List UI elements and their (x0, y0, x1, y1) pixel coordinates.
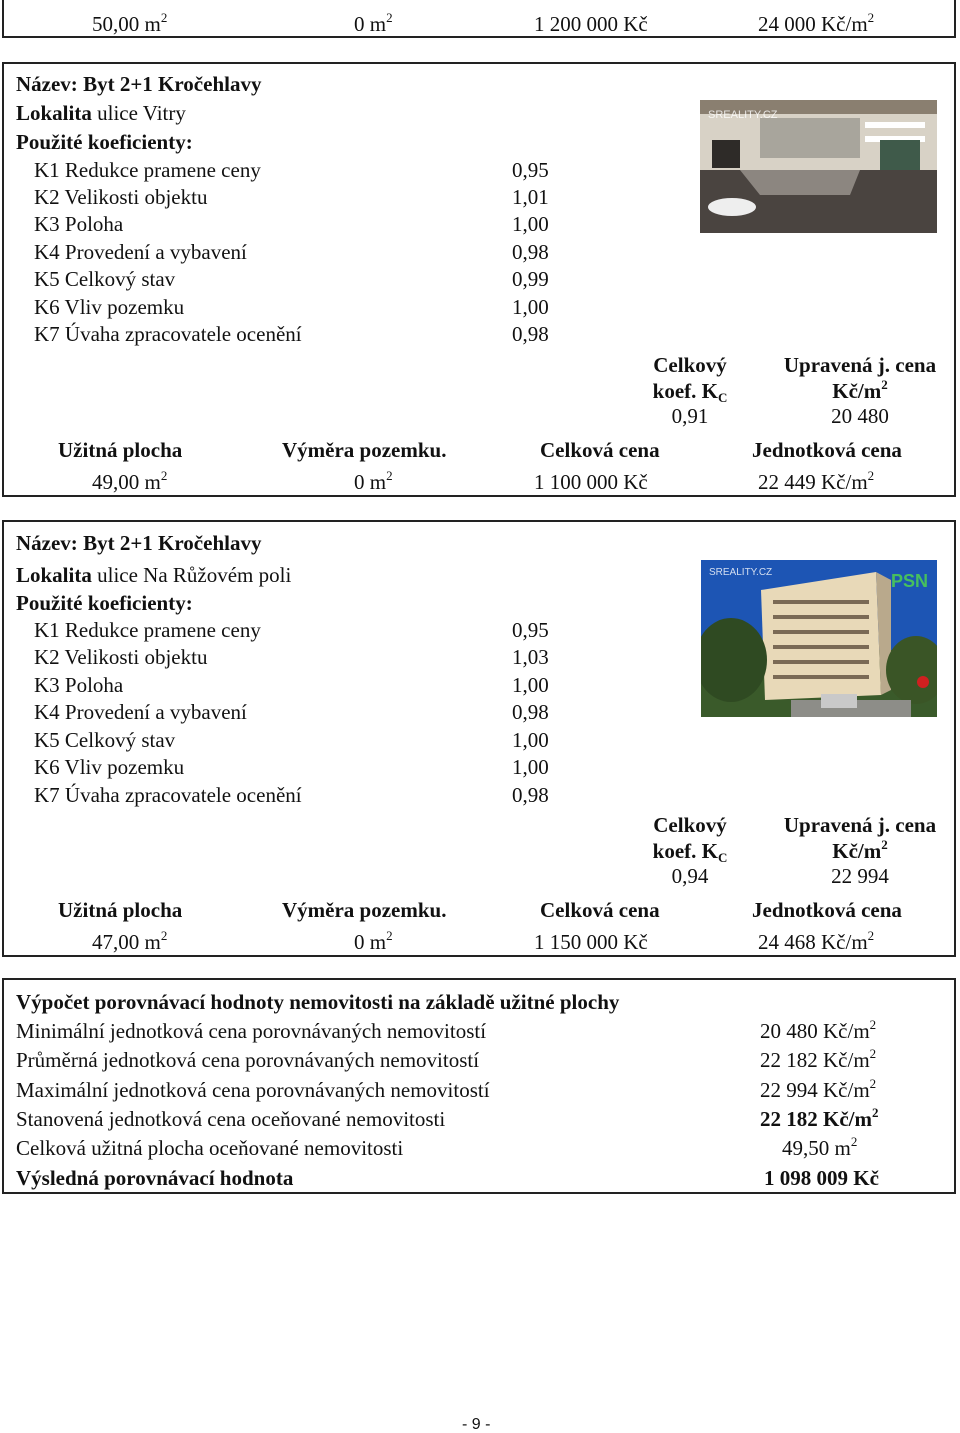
coef-value: 0,95 (512, 618, 549, 642)
block1-name: Název: Byt 2+1 Kročehlavy (16, 72, 262, 96)
summary-row-label: Maximální jednotková cena porovnávaných nemovitostí (16, 1078, 490, 1102)
block1-area: 49,00 $m^2$ (92, 468, 168, 494)
block2-header-unit: Jednotková cena (752, 898, 902, 922)
photo-watermark: SREALITY.CZ (708, 109, 778, 121)
block1-header-land: Výměra pozemku. (282, 438, 447, 462)
block2-price: 1 150 000 Kč (534, 930, 648, 954)
coef-label: K1 Redukce pramene ceny (34, 618, 261, 642)
photo-brand-logo: PSN (891, 571, 929, 591)
block1-photo (700, 100, 937, 233)
coef-label: K2 Velikosti objektu (34, 185, 208, 209)
block1-location: Lokalita ulice Vitry (16, 101, 186, 125)
coef-value: 1,03 (512, 645, 549, 669)
block1-adjusted-price-label: Upravená j. cena $Kč/m^2$ (783, 353, 937, 403)
block2-adjusted-price-value: 22 994 (831, 864, 889, 888)
block1-total-coef-label: Celkový koef. $K_C$ (652, 353, 728, 405)
summary-row-label: Minimální jednotková cena porovnávaných nemovitostí (16, 1019, 487, 1043)
summary-row-value: 22 182 $Kč/m^2$ (760, 1105, 879, 1131)
coef-value: 1,00 (512, 295, 549, 319)
block2-area: 47,00 $m^2$ (92, 928, 168, 954)
coef-value: 0,99 (512, 267, 549, 291)
coef-label: K6 Vliv pozemku (34, 755, 185, 779)
page-number: - 9 - (462, 1416, 491, 1433)
summary-row-label: Celková užitná plocha oceňované nemovitosti (16, 1136, 404, 1160)
block2-photo (701, 560, 937, 717)
coef-label: K4 Provedení a vybavení (34, 240, 247, 264)
coef-value: 0,98 (512, 322, 549, 346)
coef-value: 1,00 (512, 673, 549, 697)
block1-header-area: Užitná plocha (58, 438, 183, 462)
block1-coef-title: Použité koeficienty: (16, 130, 193, 154)
block2-unit-price: 24 468 $Kč/m^2$ (758, 928, 875, 954)
coef-label: K3 Poloha (34, 212, 124, 236)
summary-row-value: 49,50 $m^2$ (782, 1134, 858, 1160)
block2-header-land: Výměra pozemku. (282, 898, 447, 922)
coef-value: 1,00 (512, 212, 549, 236)
photo-watermark: SREALITY.CZ (709, 567, 773, 578)
summary-row-label: Stanovená jednotková cena oceňované nemovitosti (16, 1107, 446, 1131)
block1-total-coef-value: 0,91 (671, 404, 709, 428)
block2-name: Název: Byt 2+1 Kročehlavy (16, 531, 262, 555)
block1-header-unit: Jednotková cena (752, 438, 902, 462)
block1-price: 1 100 000 Kč (534, 470, 648, 494)
summary-row-value: 22 182 $Kč/m^2$ (760, 1046, 877, 1072)
block2-total-coef-value: 0,94 (671, 864, 709, 888)
summary-row-label: Průměrná jednotková cena porovnávaných nemovitostí (16, 1048, 480, 1072)
summary-title: Výpočet porovnávací hodnoty nemovitosti na základě užitné plochy (16, 990, 620, 1014)
block2-header-area: Užitná plocha (58, 898, 183, 922)
summary-row-value: 20 480 $Kč/m^2$ (760, 1017, 877, 1043)
coef-value: 0,95 (512, 158, 549, 182)
prev-unit-price: 24 000 $Kč/m^2$ (758, 10, 875, 36)
coef-label: K2 Velikosti objektu (34, 645, 208, 669)
summary-row-value: 22 994 $Kč/m^2$ (760, 1076, 877, 1102)
block2-location: Lokalita ulice Na Růžovém poli (16, 563, 292, 587)
block2-coef-title: Použité koeficienty: (16, 591, 193, 615)
block2-header-price: Celková cena (540, 898, 660, 922)
block2-adjusted-price-label: Upravená j. cena $Kč/m^2$ (783, 813, 937, 863)
coef-label: K3 Poloha (34, 673, 124, 697)
coef-value: 1,00 (512, 755, 549, 779)
coef-value: 0,98 (512, 783, 549, 807)
block1-land: 0 $m^2$ (354, 468, 393, 494)
block1-adjusted-price-value: 20 480 (831, 404, 889, 428)
coef-label: K7 Úvaha zpracovatele ocenění (34, 322, 302, 346)
coef-label: K5 Celkový stav (34, 267, 176, 291)
coef-label: K1 Redukce pramene ceny (34, 158, 261, 182)
coef-value: 1,00 (512, 728, 549, 752)
block2-total-coef-label: Celkový koef. $K_C$ (652, 813, 728, 865)
coef-label: K5 Celkový stav (34, 728, 176, 752)
coef-label: K4 Provedení a vybavení (34, 700, 247, 724)
summary-row-value: 1 098 009 Kč (764, 1166, 879, 1190)
block1-header-price: Celková cena (540, 438, 660, 462)
block2-land: 0 $m^2$ (354, 928, 393, 954)
coef-label: K7 Úvaha zpracovatele ocenění (34, 783, 302, 807)
block1-unit-price: 22 449 $Kč/m^2$ (758, 468, 875, 494)
prev-area: 50,00 $m^2$ (92, 10, 168, 36)
coef-value: 1,01 (512, 185, 549, 209)
coef-value: 0,98 (512, 240, 549, 264)
summary-row-label: Výsledná porovnávací hodnota (16, 1166, 294, 1190)
coef-value: 0,98 (512, 700, 549, 724)
prev-land: 0 $m^2$ (354, 10, 393, 36)
coef-label: K6 Vliv pozemku (34, 295, 185, 319)
prev-price: 1 200 000 Kč (534, 12, 648, 36)
